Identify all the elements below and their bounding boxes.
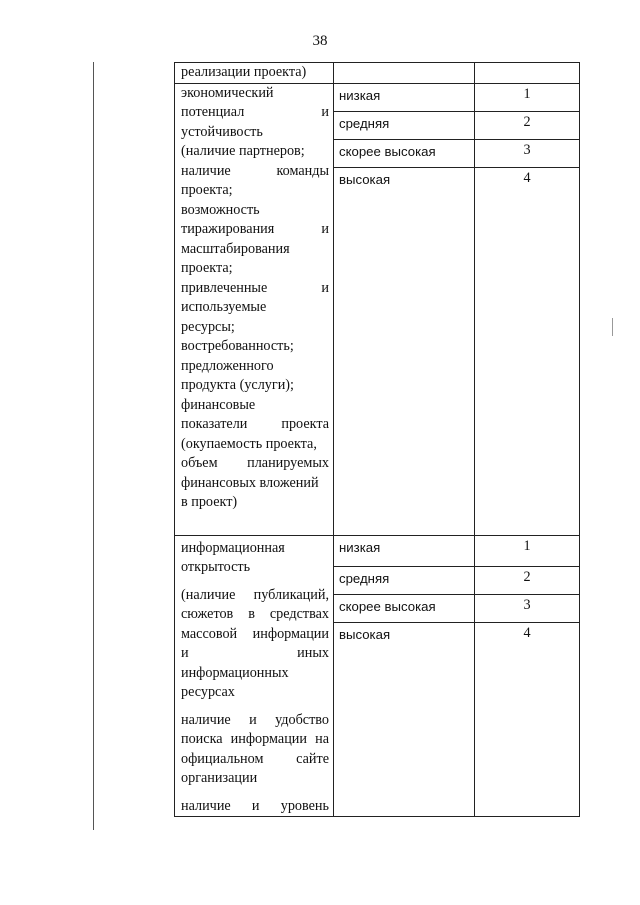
score-value: 1 [475,535,580,566]
score-value: 1 [475,83,580,111]
level-label: средняя [334,111,475,139]
score-value: 4 [475,167,580,535]
score-value: 4 [475,622,580,817]
score-value: 2 [475,566,580,594]
level-label: низкая [334,83,475,111]
score-value: 3 [475,594,580,622]
score-value: 2 [475,111,580,139]
page-number: 38 [312,33,328,49]
level-label: скорее высокая [334,594,475,622]
score-value: 3 [475,139,580,167]
table-row [175,535,580,566]
margin-line [93,62,94,830]
table-row-continuation [175,63,580,84]
criterion-cell-openness: информационная открытость (наличие публикаций, сюжетов в средствах массовой информации и иных информационных ресурсах наличие и удобство поиска информации на официальном сайте организации наличие и уровень [175,535,334,817]
level-label: скорее высокая [334,139,475,167]
level-label: средняя [334,566,475,594]
level-label: высокая [334,622,475,817]
table-row [175,83,580,111]
criteria-table [174,62,580,817]
score-cell-empty [475,63,580,84]
scan-mark [612,318,613,336]
level-label: низкая [334,535,475,566]
criterion-cell: реализации проекта) [175,63,334,84]
level-cell-empty [334,63,475,84]
criterion-cell-economic: экономический потенциал и устойчивость (наличие партнеров; наличие команды проекта; возможность тиражирования и масштабирования проекта; привлеченные и используемые ресурсы; востребованность; предложенного продукта (услуги); финансовые показатели проекта (окупаемость проекта, объем планируемых финансовых вложений в проект) [175,83,334,535]
level-label: высокая [334,167,475,535]
